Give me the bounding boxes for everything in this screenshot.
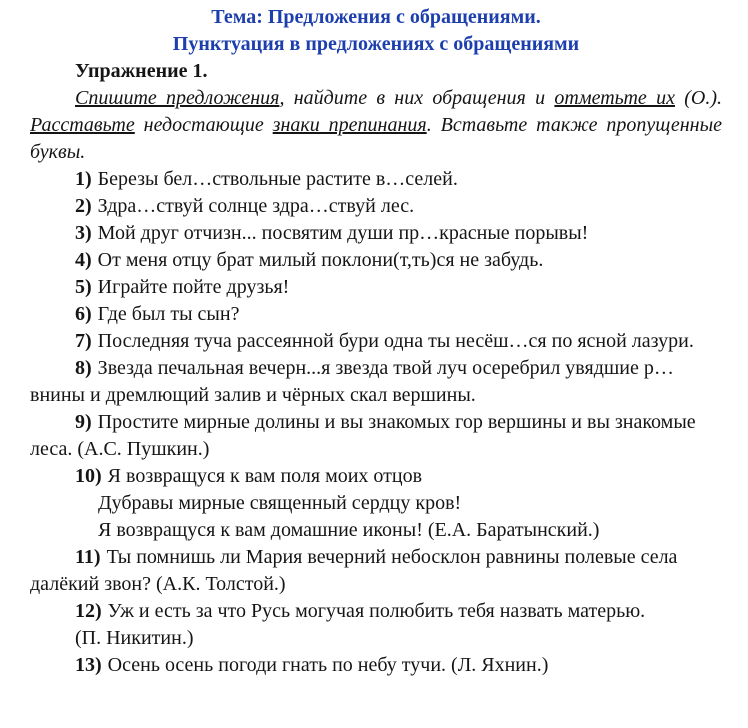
item-number: 11) xyxy=(75,546,101,568)
instruction-segment: . Вставьте также пропущенные буквы. xyxy=(30,114,722,163)
item-text: Осень осень погоди гнать по небу тучи. (Л. Яхнин.) xyxy=(107,654,549,676)
item-number: 5) xyxy=(75,276,92,298)
exercise-item-10-verse-line-1: Дубравы мирные священный сердцу кров! xyxy=(98,492,462,514)
exercise-item-8 xyxy=(30,355,722,409)
exercise-item-2 xyxy=(30,193,722,220)
item-text: Звезда печальная вечерн...я звезда твой луч осеребрил увядшие р…внины и дремлющий залив и чёрных скал вершины. xyxy=(30,357,674,406)
exercise-item-10-verse-line-2: Я возвращуся к вам домашние иконы! (Е.А. Баратынский.) xyxy=(98,519,600,541)
item-number: 10) xyxy=(75,465,102,487)
exercise-item-4 xyxy=(30,247,722,274)
instruction-segment: (О.). xyxy=(674,87,723,109)
exercise-item-1 xyxy=(30,166,722,193)
item-number: 13) xyxy=(75,654,102,676)
instruction-segment: отметьте их xyxy=(554,87,675,109)
item-text: Уж и есть за что Русь могучая полюбить тебя назвать матерью. xyxy=(107,600,646,622)
doc-title-line-1: Тема: Предложения с обращениями. xyxy=(211,6,541,28)
item-number: 12) xyxy=(75,600,102,622)
exercise-item-12-attribution: (П. Никитин.) xyxy=(75,627,194,649)
instruction-segment: Расставьте xyxy=(30,114,135,136)
item-number: 7) xyxy=(75,330,92,352)
item-number: 6) xyxy=(75,303,92,325)
doc-title-line-2: Пунктуация в предложениях с обращениями xyxy=(172,33,580,55)
item-text: Где был ты сын? xyxy=(97,303,240,325)
item-text: Играйте пойте друзья! xyxy=(97,276,290,298)
exercise-item-10 xyxy=(30,463,722,490)
exercise-item-5 xyxy=(30,274,722,301)
exercise-item-3 xyxy=(30,220,722,247)
exercise-item-12 xyxy=(30,598,722,625)
item-text: Ты помнишь ли Мария вечерний небосклон равнины полевые села далёкий звон? (А.К. Толстой.) xyxy=(30,546,678,595)
item-number: 3) xyxy=(75,222,92,244)
instructions-paragraph xyxy=(30,85,722,166)
item-text: Последняя туча рассеянной бури одна ты несёш…ся по ясной лазури. xyxy=(97,330,694,352)
exercise-item-9 xyxy=(30,409,722,463)
exercise-item-6 xyxy=(30,301,722,328)
exercise-item-7 xyxy=(30,328,722,355)
item-text: Мой друг отчизн... посвятим души пр…красные порывы! xyxy=(97,222,589,244)
item-number: 4) xyxy=(75,249,92,271)
instruction-segment: знаки препинания xyxy=(272,114,427,136)
item-number: 8) xyxy=(75,357,92,379)
instruction-segment: Спишите предложения xyxy=(75,87,280,109)
exercise-item-11 xyxy=(30,544,722,598)
exercise-item-13 xyxy=(30,652,722,679)
exercise-heading: Упражнение 1. xyxy=(75,60,208,82)
instruction-segment: , найдите в них обращения и xyxy=(279,87,555,109)
item-number: 2) xyxy=(75,195,92,217)
item-text: Здра…ствуй солнце здра…ствуй лес. xyxy=(97,195,415,217)
item-text: Березы бел…ствольные растите в…селей. xyxy=(97,168,458,190)
instruction-segment: недостающие xyxy=(134,114,273,136)
item-text: Простите мирные долины и вы знакомых гор вершины и вы знакомые леса. (А.С. Пушкин.) xyxy=(30,411,696,460)
item-text: Я возвращуся к вам поля моих отцов xyxy=(107,465,423,487)
item-number: 9) xyxy=(75,411,92,433)
item-text: От меня отцу брат милый поклони(т,ть)ся не забудь. xyxy=(97,249,544,271)
item-number: 1) xyxy=(75,168,92,190)
